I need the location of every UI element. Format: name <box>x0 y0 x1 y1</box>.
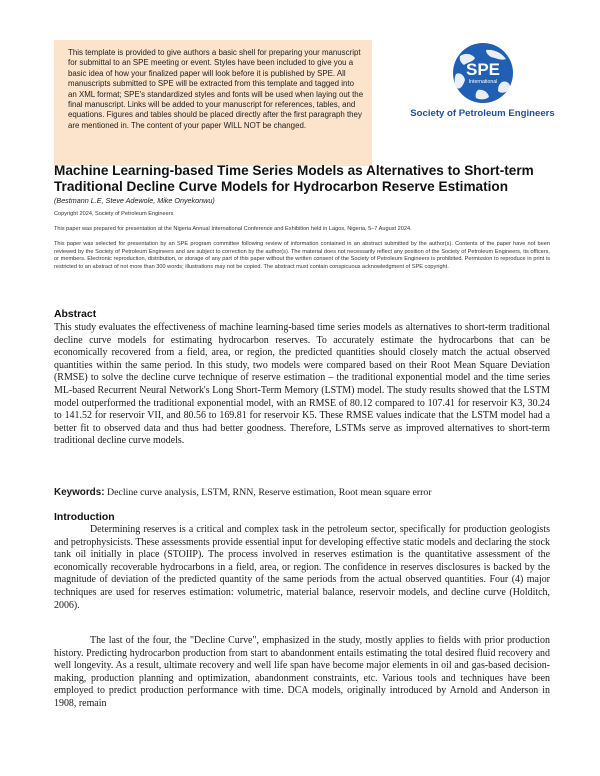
copyright-line: Copyright 2024, Society of Petroleum Engineers <box>54 211 174 217</box>
template-notice-box <box>54 40 372 166</box>
logo-society-name: Society of Petroleum Engineers <box>410 108 555 119</box>
keywords-line <box>54 487 432 498</box>
intro-paragraph-1: Determining reserves is a critical and complex task in the petroleum sector, specifically for production geologists and petrophysicists. These assessments provide essential input for developing effective static models and declaring the stock tank oil initially in place (STOIIP). The process involved in reserves estimation is the quantitative assessment of the economically recoverable hydrocarbons in a field, area, or region. The confidence in reserves disclosures is backed by the magnitude of deviation of the predicted quantity of the same periods from the actual observed quantities. Four (4) major techniques are used for reserves estimation: volumetric, material balance, reservoir models, and decline curve (Holditch, 2006). <box>54 524 550 611</box>
spe-logo <box>410 42 555 122</box>
paper-title: Machine Learning-based Time Series Models as Alternatives to Short-term Traditional Decline Curve Models for Hydrocarbon Reserve Estimation <box>54 163 534 194</box>
template-notice-text: This template is provided to give authors a basic shell for preparing your manuscript for submittal to an SPE meeting or event. Styles have been included to give you a basic idea of how your finalized paper will look before it is published by SPE. All manuscripts submitted to SPE will be extracted from this template and tagged into an XML format; SPE's standardized styles and fonts will be used when laying out the final manuscript. Links will be added to your manuscript for references, tables, and equations. Figures and tables should be placed directly after the first paragraph they are mentioned in. The content of your paper WILL NOT be changed. <box>68 48 364 130</box>
prepared-statement: This paper was prepared for presentation at the Nigeria Annual International Conference and Exhibition held in Lagos, Nigeria, 5–7 August 2024. <box>54 226 412 232</box>
intro-paragraph-2: The last of the four, the "Decline Curve", emphasized in the study, mostly applies to fields with prior production history. Predicting hydrocarbon production from start to abandonment entails estimating the total desired fluid recovery and well longevity. As a result, ultimate recovery and well life span have become major elements in oil and gas-based decision-making, production planning and optimization, abandonment constraints, etc. Various tools and techniques have been employed to predict production performance with time. DCA models, originally introduced by Arnold and Anderson in 1908, remain <box>54 635 550 709</box>
review-statement: This paper was selected for presentation by an SPE program committee following review of information contained in an abstract submitted by the author(s). Contents of the paper have not been reviewed by the Society of Petroleum Engineers and are subject to correction by the author(s). The material does not necessarily reflect any position of the Society of Petroleum Engineers, its officers, or members. Electronic reproduction, distribution, or storage of any part of this paper without the written consent of the Society of Petroleum Engineers is prohibited. Permission to reproduce in print is restricted to an abstract of not more than 300 words; illustrations may not be copied. The abstract must contain conspicuous acknowledgment of SPE copyright. <box>54 241 550 270</box>
keywords-label: Keywords: <box>54 487 105 498</box>
authors: (Bestmann L.E, Steve Adewole, Mike Onyekonwu) <box>54 196 215 205</box>
abstract-text: This study evaluates the effectiveness of machine learning-based time series models as alternatives to short-term traditional decline curve models for estimating hydrocarbon reserves. To accurately estimate the hydrocarbons that can be economically recovered from a field, area, or region, the predicted quantities should closely match the actual observed quantities within the same period. In this study, two models were compared based on their Root Mean Square Deviation (RMSE) to solve the decline curve technique of reserve estimation – the traditional exponential model and the time series ML-based Recurrent Neural Network's Long Short-Term Memory (LSTM) model. The study results showed that the LSTM model outperformed the traditional exponential model, with an RMSE of 80.12 compared to 107.41 for reservoir K3, 30.24 to 141.52 for reservoir VII, and 80.56 to 169.81 for reservoir K5. These RMSE values indicate that the LSTM model had a better fit to observed data and thus had better goodness. Therefore, LSTMs serve as improved alternatives to short-term traditional decline curve models. <box>54 322 550 447</box>
keywords-text: Decline curve analysis, LSTM, RNN, Reserve estimation, Root mean square error <box>106 487 432 498</box>
logo-sub: International <box>468 79 497 85</box>
globe-icon <box>442 42 524 104</box>
abstract-heading: Abstract <box>54 309 97 320</box>
introduction-heading: Introduction <box>54 512 115 523</box>
logo-abbr: SPE <box>465 60 500 79</box>
